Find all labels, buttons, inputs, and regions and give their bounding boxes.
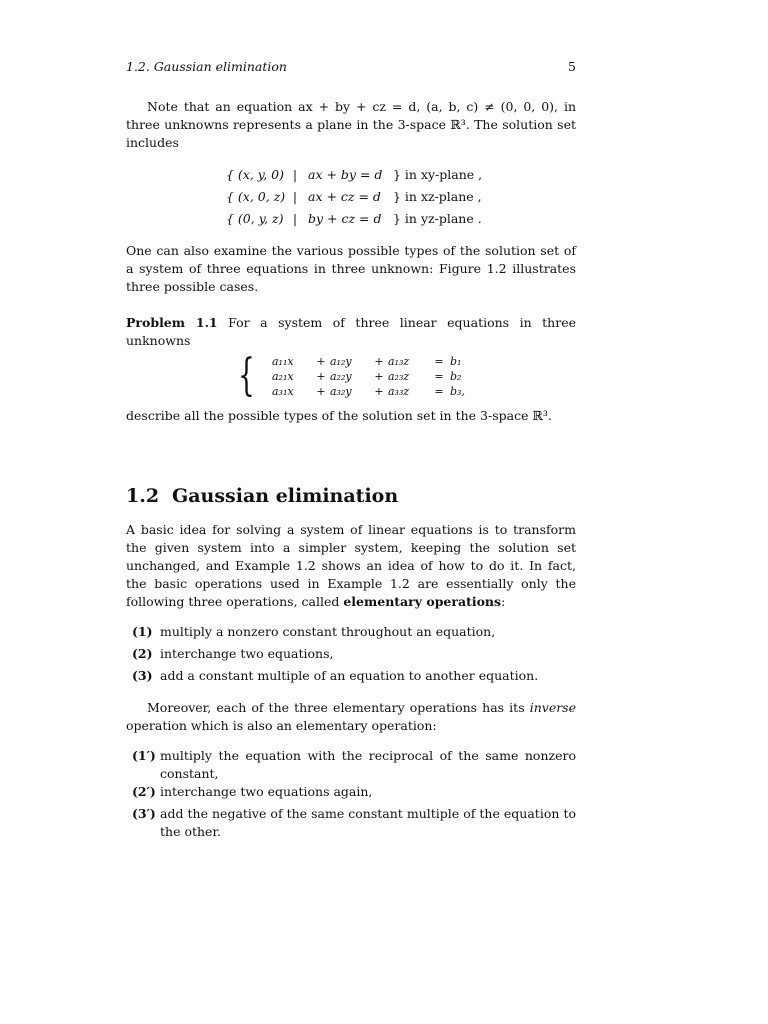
running-head — [126, 58, 576, 80]
list-text: multiply the equation with the reciprocal of the same nonzero constant, — [160, 748, 576, 781]
set-condition: ax + by = d — [308, 167, 383, 182]
list-marker: (3) — [132, 668, 153, 683]
list-item — [126, 645, 576, 667]
set-row-yz — [226, 208, 576, 230]
set-bar: | — [292, 189, 298, 204]
set-left: { (x, 0, z) — [226, 189, 286, 204]
term: a₂₃z — [388, 370, 410, 383]
set-condition: ax + cz = d — [308, 189, 381, 204]
solution-sets — [226, 164, 576, 230]
basic-idea-paragraph — [126, 521, 576, 611]
plus-sign: + — [316, 385, 326, 398]
problem-text: For a system of three linear equations in three unknowns — [126, 315, 576, 348]
problem-statement — [126, 314, 576, 350]
set-right: } in yz-plane . — [393, 211, 482, 226]
list-marker: (3′) — [132, 806, 156, 821]
list-text: add the negative of the same constant multiple of the equation to the other. — [160, 806, 576, 839]
plus-sign: + — [374, 370, 384, 383]
equation-row — [272, 354, 465, 369]
cases-paragraph: One can also examine the various possible types of the solution set of a system of three equations in three unknown: Figure 1.2 illustrates three possible cases. — [126, 243, 576, 294]
set-left: { (x, y, 0) — [226, 167, 284, 182]
problem-question: describe all the possible types of the solution set in the 3-space ℝ³. — [126, 408, 552, 423]
list-item — [126, 667, 576, 689]
rhs: b₂ — [450, 370, 462, 383]
page-number: 5 — [568, 59, 576, 74]
term: a₂₁x — [272, 370, 294, 383]
paragraph-text: : — [501, 594, 506, 609]
list-marker: (2′) — [132, 784, 156, 799]
paragraph-text: operation which is also an elementary operation: — [126, 718, 437, 733]
emphasis-term: inverse — [529, 700, 576, 715]
set-bar: | — [292, 167, 298, 182]
list-text: interchange two equations, — [160, 646, 334, 661]
left-brace: { — [238, 350, 255, 401]
term: a₂₂y — [330, 370, 352, 383]
inverse-operations-list — [126, 747, 576, 841]
page-content — [126, 58, 576, 841]
list-marker: (1′) — [132, 748, 156, 763]
set-right: } in xy-plane , — [393, 167, 483, 182]
set-row-xz — [226, 186, 576, 208]
set-row-xy — [226, 164, 576, 186]
running-head-section: 1.2. Gaussian elimination — [126, 59, 287, 74]
elementary-operations-list — [126, 623, 576, 689]
equation-row — [272, 369, 465, 384]
list-item — [126, 783, 576, 805]
section-title: Gaussian elimination — [172, 485, 399, 507]
paragraph-text: Moreover, each of the three elementary operations has its — [147, 700, 530, 715]
term: a₃₂y — [330, 385, 352, 398]
intro-paragraph: Note that an equation ax + by + cz = d, (a, b, c) ≠ (0, 0, 0), in three unknowns represents a plane in the 3-space ℝ³. The solution set includes — [126, 99, 576, 150]
equals-sign: = — [434, 385, 444, 398]
equation-row — [272, 384, 465, 399]
term: a₃₁x — [272, 385, 294, 398]
paragraph-text: A basic idea for solving a system of linear equations is to transform the given system into a simpler system, keeping the solution set unchanged, and Example 1.2 shows an idea of how to do it. In fact, the basic operations used in Example 1.2 are essentially only the following three operations, called — [126, 522, 576, 609]
bold-term: elementary operations — [343, 594, 502, 609]
term: a₁₁x — [272, 355, 294, 368]
list-text: add a constant multiple of an equation to another equation. — [160, 668, 539, 683]
set-bar: | — [292, 211, 298, 226]
plus-sign: + — [374, 355, 384, 368]
rhs: b₃, — [450, 385, 465, 398]
section-heading — [126, 481, 576, 511]
term: a₁₂y — [330, 355, 352, 368]
rhs: b₁ — [450, 355, 462, 368]
plus-sign: + — [374, 385, 384, 398]
problem-label: Problem 1.1 — [126, 315, 218, 330]
plus-sign: + — [316, 355, 326, 368]
problem-block — [126, 314, 576, 425]
list-item — [126, 747, 576, 783]
list-text: multiply a nonzero constant throughout an equation, — [160, 624, 496, 639]
set-right: } in xz-plane , — [393, 189, 482, 204]
list-item — [126, 805, 576, 841]
list-marker: (1) — [132, 624, 153, 639]
list-text: interchange two equations again, — [160, 784, 373, 799]
set-condition: by + cz = d — [308, 211, 382, 226]
section-number: 1.2 — [126, 485, 160, 507]
plus-sign: + — [316, 370, 326, 383]
term: a₁₃z — [388, 355, 410, 368]
set-left: { (0, y, z) — [226, 211, 284, 226]
equals-sign: = — [434, 355, 444, 368]
list-item — [126, 623, 576, 645]
equals-sign: = — [434, 370, 444, 383]
inverse-paragraph — [126, 699, 576, 735]
equation-system — [238, 350, 576, 401]
term: a₃₃z — [388, 385, 410, 398]
list-marker: (2) — [132, 646, 153, 661]
equations — [272, 354, 465, 399]
